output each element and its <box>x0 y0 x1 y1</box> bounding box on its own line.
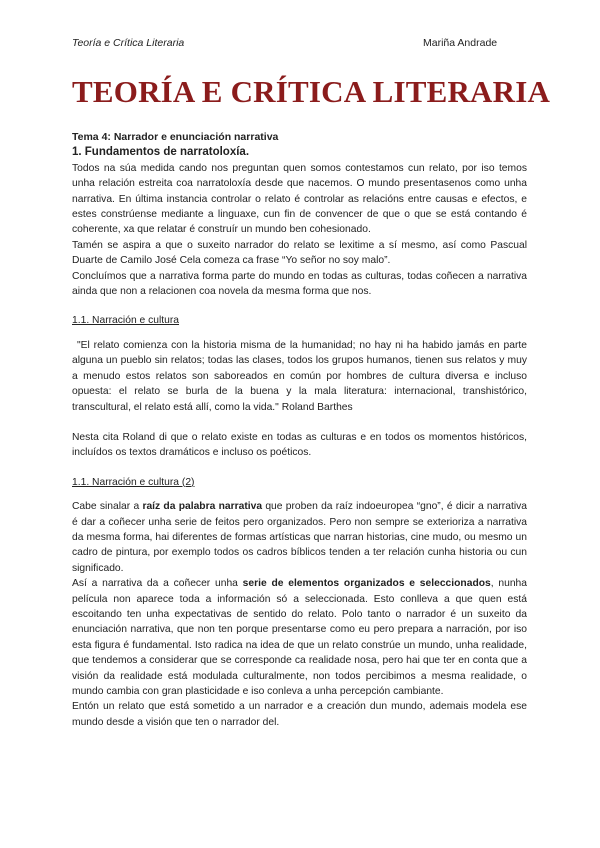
text-run: Cabe sinalar a <box>72 501 143 513</box>
page-title: TEORÍA E CRÍTICA LITERARIA <box>72 74 551 109</box>
document-body <box>72 130 527 730</box>
paragraph: Todos na súa medida cando nos preguntan quen somos contestamos cun relato, por iso temos unha relación estreita coa narratoloxía desde que nacemos. O mundo presentasenos como unha narrativa. En última instancia controlar o relato é controlar as relacións entre causas e efectos, e estes constrúense mediante a linguaxe, cun fin de convencer de que o que se está contando é coherente, xa que relatar é construír un mundo ben cohesionado. <box>72 162 527 236</box>
paragraph: Entón un relato que está sometido a un narrador e a creación dun mundo, ademais modela ese mundo desde a visión que ten o narrador del. <box>72 701 527 728</box>
paragraph: Nesta cita Roland di que o relato existe en todas as culturas e en todos os momentos históricos, incluídos os textos dramáticos e incluso os poéticos. <box>72 431 527 459</box>
barthes-quote: "El relato comienza con la historia misma de la humanidad; no hay ni ha habido jamás en parte alguna un pueblo sin relatos; todas las clases, todos los grupos humanos, tienen sus relatos y muy a menudo estos relatos son saboreados en común por hombres de cultura diversa e incluso opuesta: el relato se burla de la buena y la mala literatura: internacional, transhistórico, transcultural, el relato está allí, como la vida." Roland Barthes <box>72 339 527 413</box>
bold-term: serie de elementos organizados e seleccionados <box>242 578 491 590</box>
header-author: Mariña Andrade <box>423 37 498 49</box>
topic-heading: Tema 4: Narrador e enunciación narrativa <box>72 131 279 143</box>
text-run: que proben da raíz indoeuropea “gno”, é dicir a narrativa é dar a coñecer unha serie de feitos pero organizados. Pero non sempre se exterioriza a narrativa da mesma forma, hai diferentes de formas artísticas que narran historias, cine mudo, ou mesmo un cadro de pintura, por exemplo todos os cadros bíblicos tenden a ter relación cunha historia ou cun significado. <box>72 501 527 574</box>
subsection-heading-narracion-cultura-2: 1.1. Narración e cultura (2) <box>72 476 195 488</box>
header-course: Teoría e Crítica Literaria <box>72 37 185 49</box>
paragraph <box>72 499 527 576</box>
paragraph: Tamén se aspira a que o suxeito narrador do relato se lexitime a sí mesmo, así como Pascual Duarte de Camilo José Cela comeza ca frase “Yo señor no soy malo”. <box>72 239 527 267</box>
subsection-heading-narracion-cultura: 1.1. Narración e cultura <box>72 315 180 327</box>
section-heading-fundamentos: 1. Fundamentos de narratoloxía. <box>72 146 250 159</box>
text-run: Así a narrativa da a coñecer unha <box>72 578 243 590</box>
paragraph <box>72 576 527 699</box>
text-run: , nunha película non aparece toda a información só a seleccionada. Esto conlleva a que quen está escoitando ten unha expectativas de sentido do relato. Polo tanto o narrador é un suxeito da enunciación narrativa, que non ten porque presentarse como eu pero prepara a narración, por iso esta figura é fundamental. Isto radica na idea de que un relato constrúe un mundo, unha realidade, que tendemos a considerar que se corresponde ca realidade nosa, pero hai que ter en conta que a visión da realidade está modulada culturalmente, non todos percibimos a mesma realidade, o mundo cambia con gran plasticidade e iso conleva a unha percepción cambiante. <box>72 578 527 697</box>
paragraph: Concluímos que a narrativa forma parte do mundo en todas as culturas, todas coñecen a narrativa ainda que non a relacionen coa novela da mesma forma que nos. <box>72 270 527 298</box>
bold-term: raíz da palabra narrativa <box>142 501 263 513</box>
